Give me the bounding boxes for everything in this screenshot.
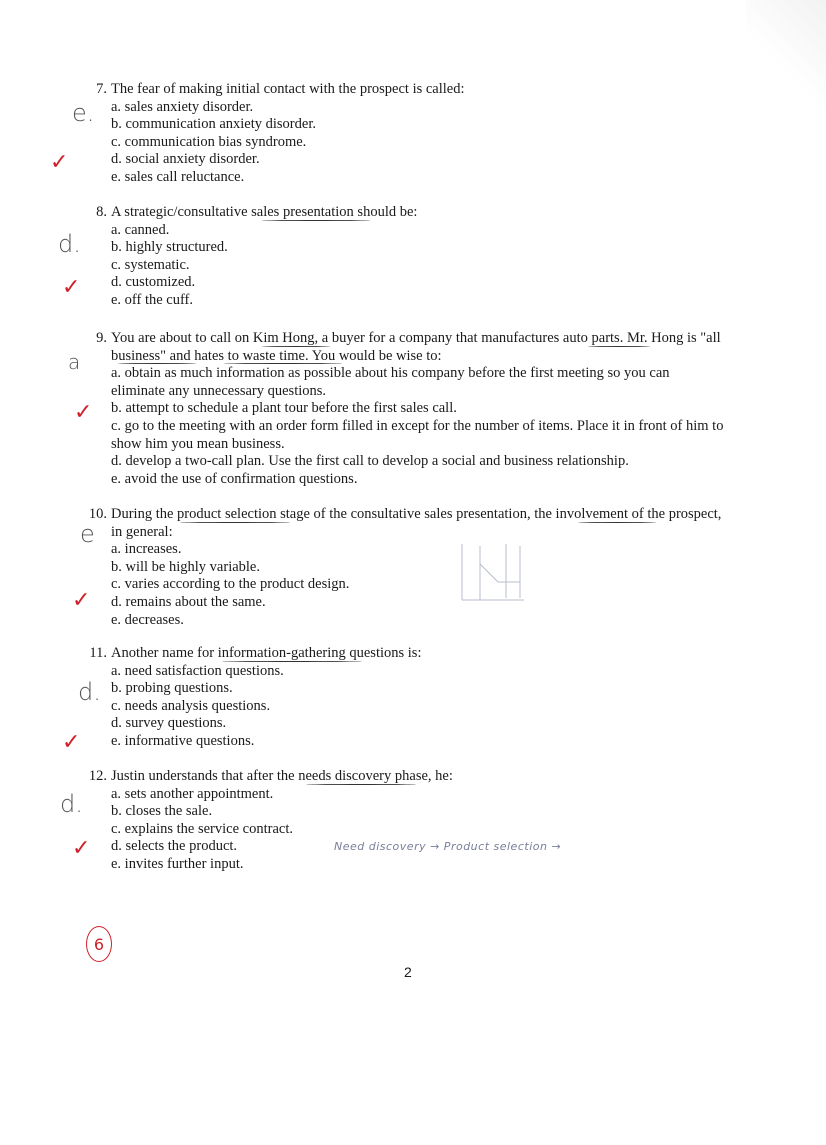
option-a: a. need satisfaction questions. [111, 662, 284, 679]
question-text: During the product selection stage of the consultative sales presentation, the involvement of the prospect, in general: [111, 506, 722, 540]
option-b: b. communication anxiety disorder. [111, 116, 316, 133]
question-9 [85, 330, 725, 488]
option-b: b. closes the sale. [111, 803, 213, 820]
question-text: A strategic/consultative sales presentation should be: [111, 204, 418, 220]
pen-underline [222, 660, 362, 662]
pen-underline [578, 521, 656, 523]
option-e: e. avoid the use of confirmation questions. [111, 470, 358, 487]
pencil-note: Need discovery → Product selection → [334, 840, 562, 853]
option-d: d. develop a two-call plan. Use the first call to develop a social and business relationship. [111, 453, 629, 470]
option-a: a. sales anxiety disorder. [111, 98, 254, 115]
option-b: b. attempt to schedule a plant tour before the first sales call. [111, 400, 457, 417]
question-text: Justin understands that after the needs discovery phase, he: [111, 768, 453, 784]
question-number: 11. [89, 645, 107, 661]
handwritten-answer: d. [78, 678, 101, 706]
pen-underline [306, 783, 416, 785]
handwritten-answer: a [68, 350, 81, 374]
check-mark-icon: ✓ [72, 588, 91, 613]
option-c: c. go to the meeting with an order form filled in except for the number of items. Place it in front of him to show him you mean business. [111, 417, 724, 452]
check-mark-icon: ✓ [72, 836, 91, 861]
option-c: c. explains the service contract. [111, 820, 293, 837]
option-d: d. survey questions. [111, 715, 227, 732]
option-a: a. obtain as much information as possible about his company before the first meeting so you can eliminate any unnecessary questions. [111, 365, 670, 399]
option-d: d. customized. [111, 274, 196, 291]
question-number: 9. [96, 330, 107, 346]
option-c: c. communication bias syndrome. [111, 133, 307, 150]
pen-underline [262, 219, 370, 221]
option-a: a. sets another appointment. [111, 785, 274, 802]
option-c: c. systematic. [111, 256, 190, 273]
question-8 [85, 204, 725, 310]
option-d: d. selects the product. [111, 838, 238, 855]
question-7 [85, 81, 725, 187]
pen-underline [588, 345, 650, 347]
question-11 [85, 645, 725, 751]
option-e: e. off the cuff. [111, 291, 194, 308]
pen-underline [224, 362, 342, 364]
handwritten-answer: e. [72, 99, 95, 127]
handwritten-answer: d. [58, 230, 81, 258]
option-c: c. needs analysis questions. [111, 697, 271, 714]
question-number: 10. [88, 506, 107, 522]
option-d: d. remains about the same. [111, 593, 266, 610]
option-c: c. varies according to the product design. [111, 576, 350, 593]
check-mark-icon: ✓ [62, 275, 81, 300]
question-number: 7. [96, 81, 107, 97]
option-e: e. sales call reluctance. [111, 168, 245, 185]
option-e: e. invites further input. [111, 855, 244, 872]
check-mark-icon: ✓ [62, 730, 81, 755]
pen-underline [180, 521, 290, 523]
option-b: b. highly structured. [111, 239, 228, 256]
handwritten-answer: d. [60, 790, 83, 818]
question-text: You are about to call on Kim Hong, a buyer for a company that manufactures auto parts. Mr. Hong is "all business" and hates to waste time. You would be wise to: [111, 330, 721, 364]
page-corner-shadow [746, 0, 826, 110]
check-mark-icon: ✓ [50, 150, 69, 175]
question-text: The fear of making initial contact with the prospect is called: [111, 81, 465, 97]
option-d: d. social anxiety disorder. [111, 151, 260, 168]
question-number: 12. [88, 768, 107, 784]
pen-underline [118, 362, 196, 364]
option-a: a. canned. [111, 221, 170, 238]
option-e: e. decreases. [111, 611, 184, 628]
option-a: a. increases. [111, 541, 182, 558]
question-text: Another name for information-gathering questions is: [111, 645, 422, 661]
score-circle: 6 [86, 926, 112, 962]
pen-underline [262, 345, 330, 347]
check-mark-icon: ✓ [74, 400, 93, 425]
page-number: 2 [404, 964, 412, 980]
option-e: e. informative questions. [111, 732, 255, 749]
option-b: b. probing questions. [111, 680, 233, 697]
question-number: 8. [96, 204, 107, 220]
option-b: b. will be highly variable. [111, 558, 260, 575]
handwritten-answer: e [80, 520, 95, 548]
question-10 [85, 506, 725, 629]
pencil-doodle [458, 542, 528, 604]
